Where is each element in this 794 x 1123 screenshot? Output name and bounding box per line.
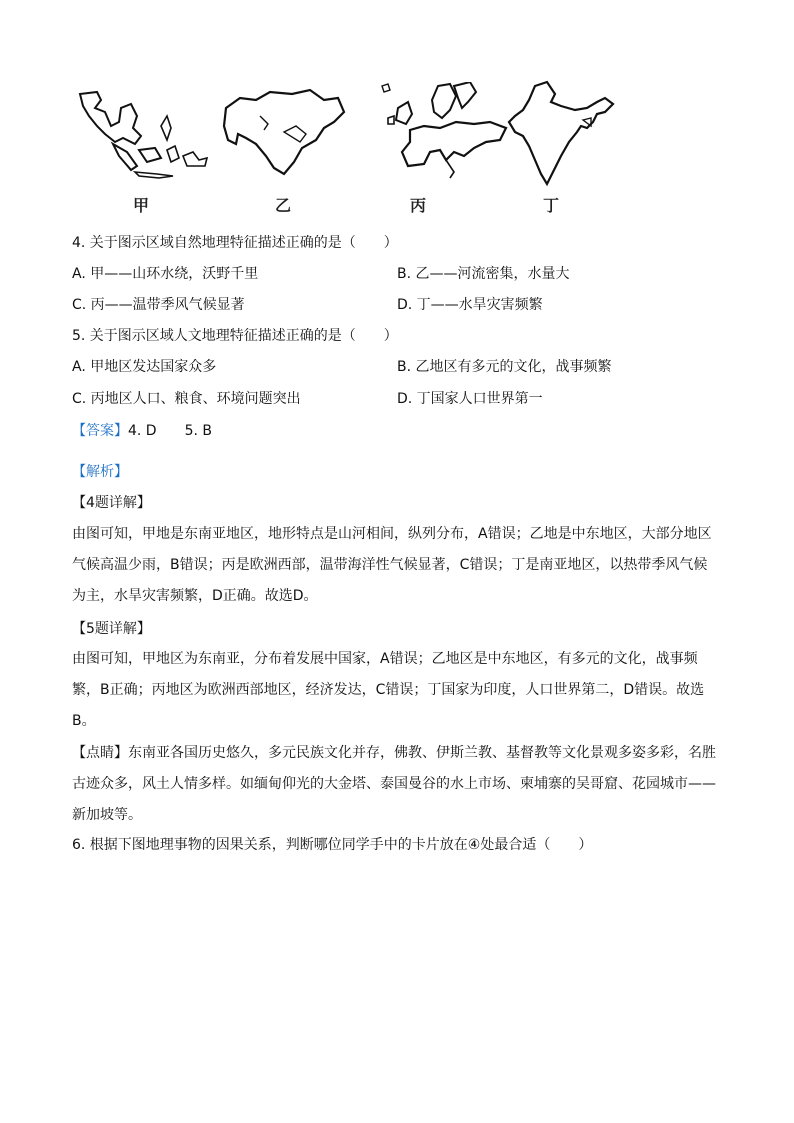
- question-5-option-d[interactable]: D. 丁国家人口世界第一: [397, 391, 543, 407]
- question-5-option-b[interactable]: B. 乙地区有多元的文化，战事频繁: [397, 359, 612, 375]
- western-europe-map-icon: [380, 82, 515, 182]
- question-5-option-c[interactable]: C. 丙地区人口、粮食、环境问题突出: [72, 391, 301, 407]
- map-label-yi: 乙: [275, 196, 292, 215]
- answer-line: [72, 421, 212, 441]
- detail-5-line: 繁，B正确；丙地区为欧洲西部地区，经济发达，C错误；丁国家为印度，人口世界第二，D错误。故选: [72, 682, 705, 698]
- detail-5-body: [72, 644, 722, 737]
- question-4-option-b[interactable]: B. 乙——河流密集，水量大: [397, 266, 570, 282]
- answer-text: 4. D 5. B: [128, 423, 212, 439]
- map-label-ding: 丁: [543, 196, 560, 215]
- question-5-option-a[interactable]: A. 甲地区发达国家众多: [72, 359, 217, 375]
- southeast-asia-map-icon: [75, 86, 210, 181]
- map-label-bing: 丙: [410, 196, 427, 215]
- detail-4-line: 由图可知，甲地是东南亚地区，地形特点是山河相间，纵列分布，A错误；乙地是中东地区，大部分地区: [72, 526, 712, 542]
- detail-5-line: 由图可知，甲地区为东南亚，分布着发展中国家，A错误；乙地区是中东地区，有多元的文化，战事频: [72, 651, 698, 667]
- question-6-stem: 6. 根据下图地理事物的因果关系，判断哪位同学手中的卡片放在④处最合适（ ）: [72, 837, 593, 853]
- map-bing: [380, 82, 515, 182]
- question-5-stem: 5. 关于图示区域人文地理特征描述正确的是（ ）: [72, 328, 398, 344]
- map-jia: [75, 86, 210, 181]
- question-4-option-d[interactable]: D. 丁——水旱灾害频繁: [397, 297, 543, 313]
- analysis-tag: 【解析】: [72, 464, 128, 480]
- question-4-stem: 4. 关于图示区域自然地理特征描述正确的是（ ）: [72, 235, 398, 251]
- note-line: 古迹众多，风土人情多样。如缅甸仰光的大金塔、泰国曼谷的水上市场、柬埔寨的吴哥窟、花园城市——: [72, 776, 716, 792]
- note-body: [72, 738, 722, 831]
- question-4-option-c[interactable]: C. 丙——温带季风气候显著: [72, 297, 245, 313]
- detail-4-line: 为主，水旱灾害频繁，D正确。故选D。: [72, 588, 318, 604]
- detail-5-line: B。: [72, 713, 96, 729]
- region-maps: [60, 78, 620, 218]
- detail-4-line: 气候高温少雨，B错误；丙是欧洲西部，温带海洋性气候显著，C错误；丁是南亚地区，以热带季风气候: [72, 557, 708, 573]
- middle-east-map-icon: [220, 88, 350, 178]
- note-first-line: 【点睛】东南亚各国历史悠久，多元民族文化并存，佛教、伊斯兰教、基督教等文化景观多姿多彩，名胜: [72, 745, 716, 761]
- detail-5-tag: 【5题详解】: [72, 621, 151, 637]
- question-4-option-a[interactable]: A. 甲——山环水绕，沃野千里: [72, 266, 259, 282]
- map-label-jia: 甲: [133, 196, 150, 215]
- detail-4-body: [72, 519, 722, 612]
- map-yi: [220, 88, 350, 178]
- note-line: 新加坡等。: [72, 807, 142, 823]
- answer-tag: 【答案】: [72, 423, 128, 439]
- south-asia-map-icon: [505, 80, 620, 188]
- detail-4-tag: 【4题详解】: [72, 495, 151, 511]
- map-ding: [505, 80, 620, 188]
- note-tag: 【点睛】: [72, 745, 128, 761]
